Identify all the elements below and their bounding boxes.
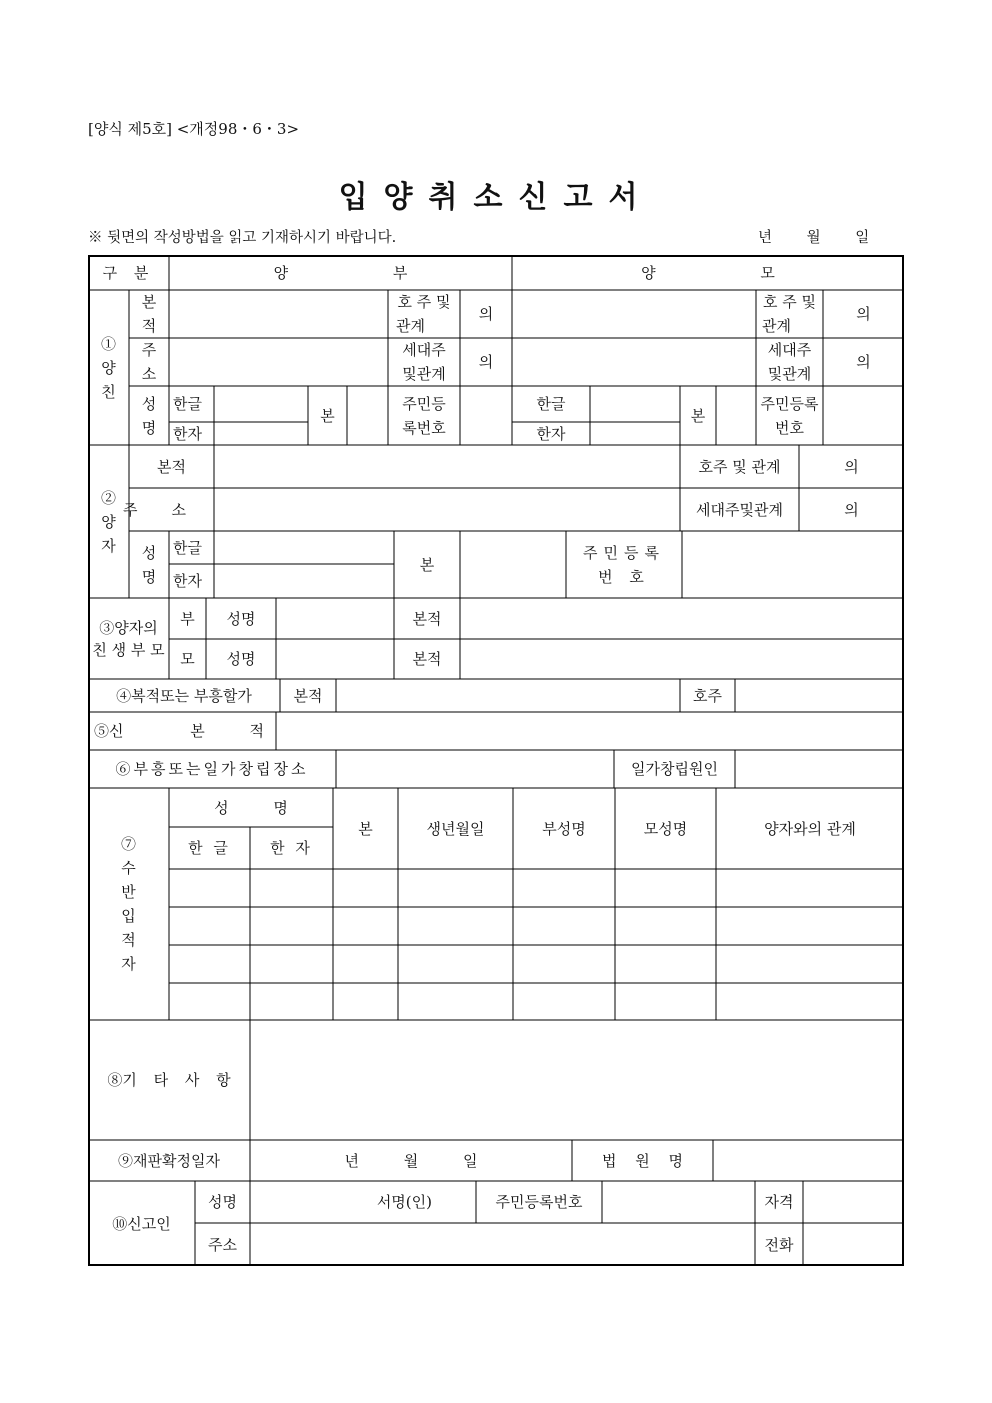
father-hanja-label: 한자 [173, 424, 202, 443]
father-hoju-relation-label: 호 주 및관계 [396, 293, 451, 335]
section-5-new-honjeok [88, 712, 276, 750]
instruction-note: ※ 뒷면의 작성방법을 읽고 기재하시기 바랍니다. [88, 230, 397, 246]
court-name-label: 법 원 명 [601, 1151, 683, 1170]
mother-resident-no-label: 주민등록번호 [760, 394, 819, 437]
division-header: 구 분 [102, 263, 155, 282]
mother-bon-label: 본 [690, 406, 706, 425]
mother-household-of: 의 [856, 353, 871, 371]
acc-relation-header: 양자와의 관계 [764, 819, 856, 838]
form-number: [양식 제5호] <개정98・6・3> [88, 120, 300, 138]
bio-father-honjeok-label: 본적 [412, 609, 442, 628]
adoptee-hoju-of: 의 [844, 457, 859, 476]
acc-bon-header: 본 [358, 819, 373, 838]
reporter-address-label: 주소 [208, 1235, 237, 1254]
mother-hanja-label: 한자 [536, 424, 566, 443]
section-2-adoptee: ②양자 [100, 488, 116, 555]
bio-father-label: 부 [180, 609, 195, 628]
reporter-phone-label: 전화 [764, 1235, 794, 1254]
mother-hoju-of: 의 [856, 305, 871, 323]
acc-father-name-header: 부성명 [542, 819, 586, 838]
reporter-resident-no-label: 주민등록번호 [495, 1193, 583, 1211]
adoptive-parents-address-label: 주소 [141, 341, 157, 383]
form-title: 입양취소신고서 [338, 180, 654, 215]
mother-hoju-relation-label: 호 주 및관계 [762, 293, 816, 335]
father-hangul-label: 한글 [173, 395, 202, 413]
adoptee-household-of: 의 [844, 500, 859, 519]
bio-mother-honjeok-label: 본적 [412, 650, 442, 668]
acc-name-header: 성 명 [214, 798, 288, 817]
adoptee-hanja-label: 한자 [173, 572, 202, 590]
restore-hoju-label: 호주 [693, 686, 722, 705]
reporter-name-label: 성명 [208, 1193, 237, 1211]
section-5-label: ⑤신 [94, 722, 124, 740]
acc-mother-name-header: 모성명 [643, 819, 688, 838]
section-5-value: 본 적 [190, 722, 264, 740]
section-6-establishment-place: ⑥부흥또는일가창립장소 [115, 760, 309, 778]
section-3-biological-parents: ③양자의 친 생 부 모 [92, 618, 165, 659]
reporter-qualification-label: 자격 [764, 1193, 794, 1211]
adoptee-honjeok-label: 본적 [157, 457, 186, 476]
mother-household-relation-label: 세대주 및관계 [767, 341, 812, 383]
section-1-adoptive-parents: ①양친 [100, 334, 116, 401]
reporter-signature-label: 서명(인) [376, 1193, 432, 1211]
mother-hangul-label: 한글 [536, 395, 566, 413]
father-hoju-of: 의 [478, 305, 494, 323]
father-household-relation-label: 세대주 및관계 [402, 341, 446, 383]
section-8-other-matters: ⑧기 타 사 항 [107, 1071, 231, 1089]
adoptee-address-label: 주소 [123, 500, 220, 519]
adoptee-household-relation-label: 세대주및관계 [696, 500, 783, 519]
restore-honjeok-label: 본적 [293, 686, 323, 705]
bio-father-name-label: 성명 [226, 609, 256, 628]
adoptee-resident-no-label: 주민등록 번 호 [583, 543, 665, 586]
adoptive-parents-name-label: 성명 [141, 394, 157, 437]
father-household-of: 의 [478, 353, 494, 371]
judgment-date-ymd: 년 월 일 [344, 1151, 478, 1170]
report-form-table [88, 255, 904, 1266]
father-resident-no-label: 주민등록번호 [402, 394, 446, 437]
adoptee-hangul-label: 한글 [173, 538, 202, 557]
section-10-reporter: ⑩신고인 [112, 1214, 171, 1233]
section-4-restore-family: ④복적또는 부흥할가 [116, 686, 252, 705]
bio-mother-name-label: 성명 [226, 650, 256, 668]
adoptive-father-header: 양 부 [273, 263, 408, 282]
report-date-label: 년 월 일 [758, 230, 870, 246]
establishment-reason-label: 일가창립원인 [631, 760, 718, 778]
adoptee-hoju-relation-label: 호주 및 관계 [698, 457, 781, 476]
father-bon-label: 본 [320, 406, 335, 425]
acc-hanja-header: 한 자 [270, 839, 313, 857]
adoptive-mother-header: 양 모 [641, 263, 775, 282]
section-9-judgment-date: ⑨재판확정일자 [118, 1151, 220, 1170]
acc-birth-date-header: 생년월일 [426, 819, 485, 838]
bio-mother-label: 모 [180, 650, 195, 668]
section-7-accompanying-persons: ⑦수반입적자 [120, 835, 136, 973]
adoptee-name-label: 성명 [141, 543, 157, 586]
adoptive-parents-honjeok-label: 본적 [141, 293, 157, 335]
acc-hangul-header: 한 글 [188, 839, 231, 857]
adoptee-bon-label: 본 [419, 555, 435, 574]
